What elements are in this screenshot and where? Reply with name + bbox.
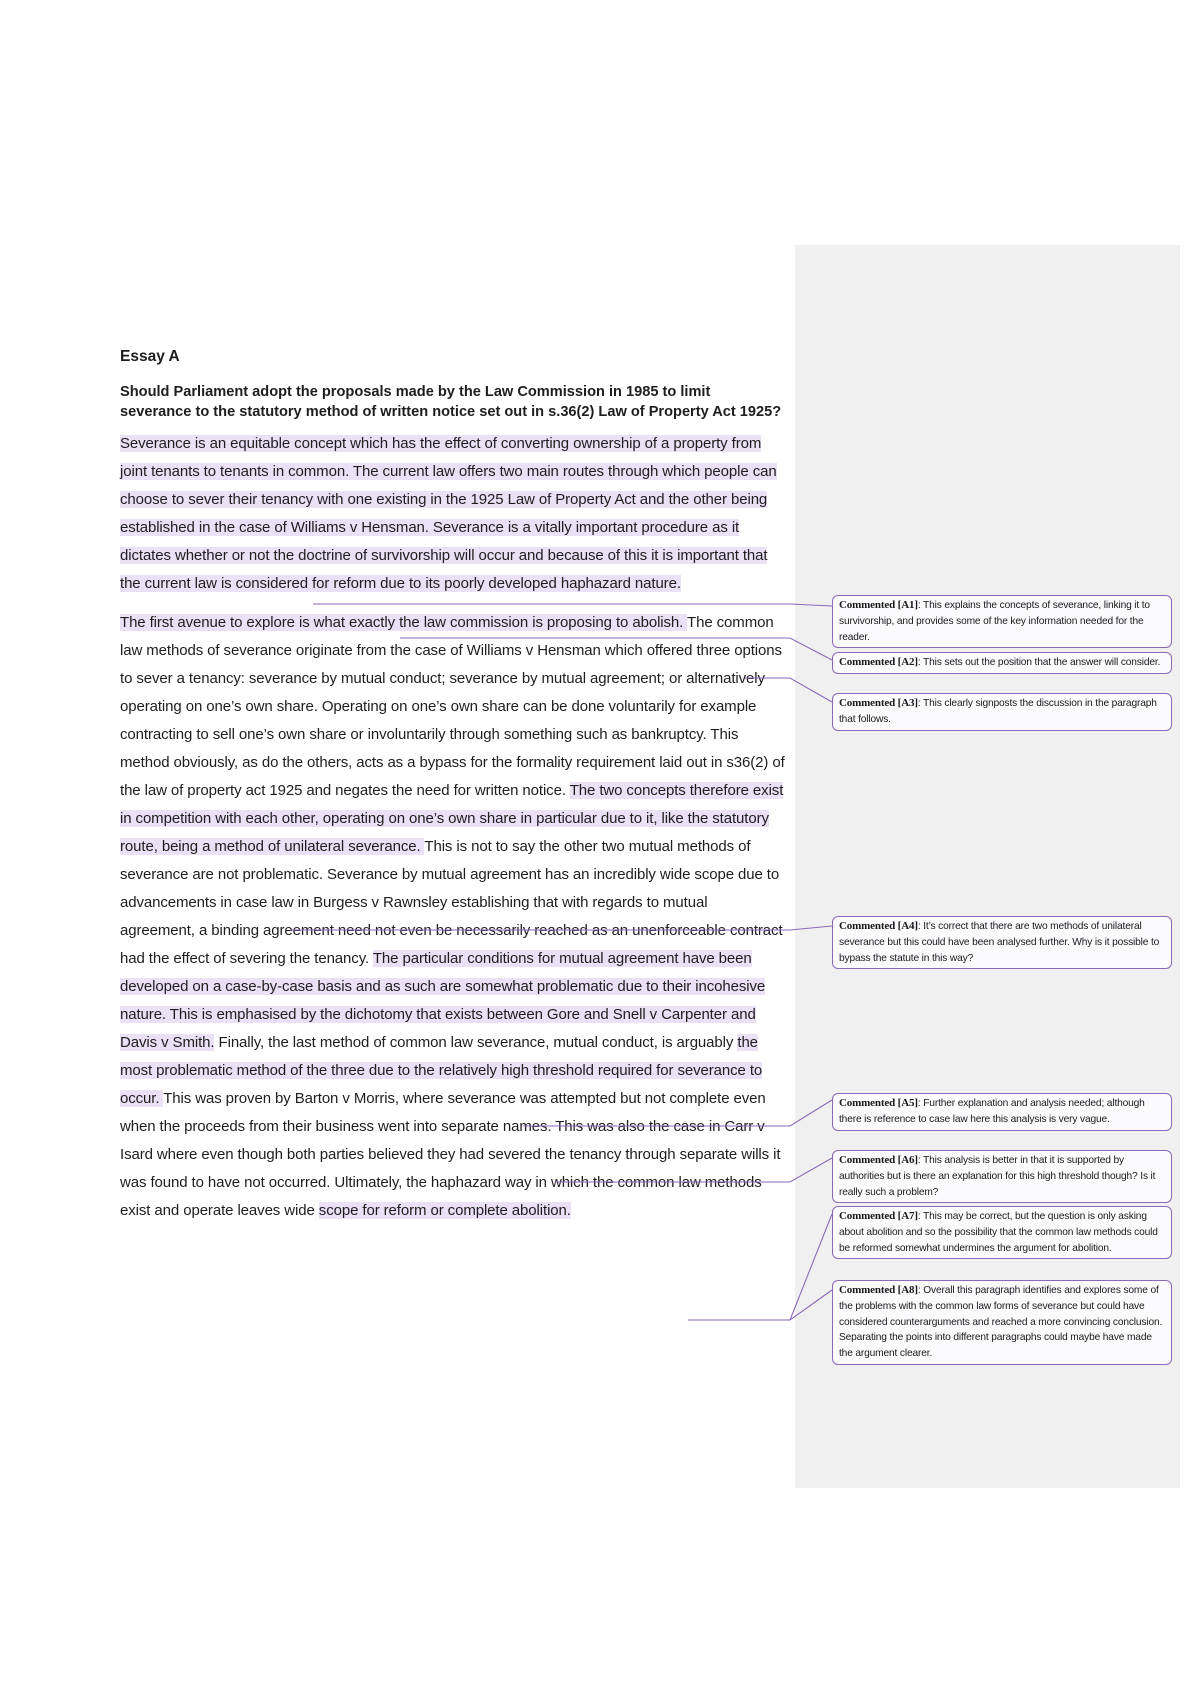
comment-tag: Commented [A5] (839, 1097, 918, 1109)
paragraph-intro[interactable] (120, 430, 785, 598)
body-text[interactable]: Finally, the last method of common law severance, mutual conduct, is arguably (214, 1034, 738, 1051)
body-text[interactable]: This is not to say the other two mutual methods of severance are not problematic. Severance by mutual agreement has an incredibly wide scope due to advancements in case law in Burgess v Rawnsley establishing that with regards to mutual agreement, a binding agreement need not even be necessarily reached as an unenforceable contract had the effect of severing the tenancy. (120, 838, 783, 967)
comment-tag: Commented [A2] (839, 656, 918, 668)
essay-question[interactable]: Should Parliament adopt the proposals made by the Law Commission in 1985 to limit severance to the statutory method of written notice set out in s.36(2) Law of Property Act 1925? (120, 384, 782, 420)
commented-text-a3[interactable]: it is important that the current law is considered for reform due to its poorly developed haphazard nature. (120, 547, 768, 592)
comment-a8[interactable]: Commented [A8]: Overall this paragraph identifies and explores some of the problems with the common law forms of severance but could have considered counterarguments and reached a more convincing conclusion. Separating the points into different paragraphs could maybe have made the argument clearer. (832, 1280, 1172, 1365)
comment-text: This may be correct, but the question is only asking about abolition and so the possibility that the common law methods could be reformed somewhat undermines the argument for abolition. (839, 1211, 1158, 1254)
paragraph-common-law[interactable] (120, 609, 785, 1225)
comment-tag: Commented [A4] (839, 920, 918, 932)
comment-text: This sets out the position that the answer will consider. (923, 657, 1161, 668)
comment-text: Further explanation and analysis needed; although there is reference to case law here this analysis is very vague. (839, 1098, 1145, 1125)
commented-text-a1[interactable]: Severance is an equitable concept which has the effect of converting ownership of a property from joint tenants to tenants in common. The current law offers two main routes through which people can choose to sever their tenancy with one existing in the 1925 Law of Property Act and the other being established in the case of Williams v Hensman. Severance is a vitally important procedure as it dictates whether or not the doctrine of survivorship will occur (120, 435, 777, 564)
commented-text-a4[interactable]: The two concepts therefore exist in competition with each other, operating on one’s own share in particular due to it, like the statutory route, being a method of unilateral severance. (120, 782, 784, 855)
comment-a3[interactable]: Commented [A3]: This clearly signposts the discussion in the paragraph that follows. (832, 693, 1172, 731)
comment-text: It’s correct that there are two methods of unilateral severance but this could have been analysed further. Why is it possible to bypass the statute in this way? (839, 921, 1160, 964)
comment-a6[interactable]: Commented [A6]: This analysis is better in that it is supported by authorities but is there an explanation for this high threshold though? Is it really such a problem? (832, 1150, 1172, 1203)
comment-a1[interactable]: Commented [A1]: This explains the concepts of severance, linking it to survivorship, and provides some of the key information needed for the reader. (832, 595, 1172, 648)
comment-text: This analysis is better in that it is supported by authorities but is there an explanation for this high threshold though? Is it really such a problem? (839, 1155, 1156, 1198)
comment-tag: Commented [A7] (839, 1210, 918, 1222)
comment-a7[interactable]: Commented [A7]: This may be correct, but the question is only asking about abolition and so the possibility that the common law methods could be reformed somewhat undermines the argument for abolition. (832, 1206, 1172, 1259)
essay-body (120, 346, 785, 1236)
comment-text: This clearly signposts the discussion in the paragraph that follows. (839, 698, 1157, 725)
commented-text-a3b[interactable]: The first avenue to explore is what exactly the law commission is proposing to abolish. (120, 614, 688, 631)
comment-a5[interactable]: Commented [A5]: Further explanation and analysis needed; although there is reference to case law here this analysis is very vague. (832, 1093, 1172, 1131)
comment-a4[interactable]: Commented [A4]: It’s correct that there are two methods of unilateral severance but this could have been analysed further. Why is it possible to bypass the statute in this way? (832, 916, 1172, 969)
body-text[interactable]: The common law methods of severance originate from the case of Williams v Hensman which offered three options to sever a tenancy: severance by mutual conduct; severance by mutual agreement; or alternatively operating on one’s own share. Operating on one’s own share can be done voluntarily for example contracting to sell one’s own share or involuntarily through something such as bankruptcy. This method obviously, as do the others, acts as a bypass for the formality requirement laid out in s36(2) of the law of property act 1925 and negates the need for written notice. (120, 614, 785, 799)
comment-tag: Commented [A3] (839, 697, 918, 709)
comment-tag: Commented [A8] (839, 1284, 918, 1296)
commented-text-a5[interactable]: The particular conditions for mutual agreement have been developed on a case-by-case basis and as such are somewhat problematic due to their incohesive nature. This is emphasised by the dichotomy that exists between Gore and Snell v Carpenter and Davis v Smith. (120, 950, 766, 1051)
comment-text: This explains the concepts of severance, linking it to survivorship, and provides some of the key information needed for the reader. (839, 600, 1150, 643)
commented-text-a8[interactable]: scope for reform or complete abolition. (318, 1202, 571, 1219)
commented-text-a6[interactable]: the most problematic method of the three due to the relatively high threshold required for severance to occur. (120, 1034, 763, 1107)
commented-text-a2[interactable]: and because of this (518, 547, 652, 564)
body-text[interactable]: This was proven by Barton v Morris, where severance was attempted but not complete even when the proceeds from their business went into separate names. This was also the case in Carr v Isard where even though both parties believed they had severed the tenancy through separate wills it was found to have not occurred. Ultimately, the haphazard way in which the common law methods exist and operate leaves wide (120, 1090, 781, 1219)
comment-text: Overall this paragraph identifies and explores some of the problems with the common law forms of severance but could have considered counterarguments and reached a more convincing conclusion. Separating the points into different paragraphs could maybe have made the argument clearer. (839, 1285, 1163, 1360)
essay-title: Essay A (120, 348, 180, 365)
comment-tag: Commented [A1] (839, 599, 918, 611)
comment-a2[interactable]: Commented [A2]: This sets out the position that the answer will consider. (832, 652, 1172, 674)
comment-tag: Commented [A6] (839, 1154, 918, 1166)
